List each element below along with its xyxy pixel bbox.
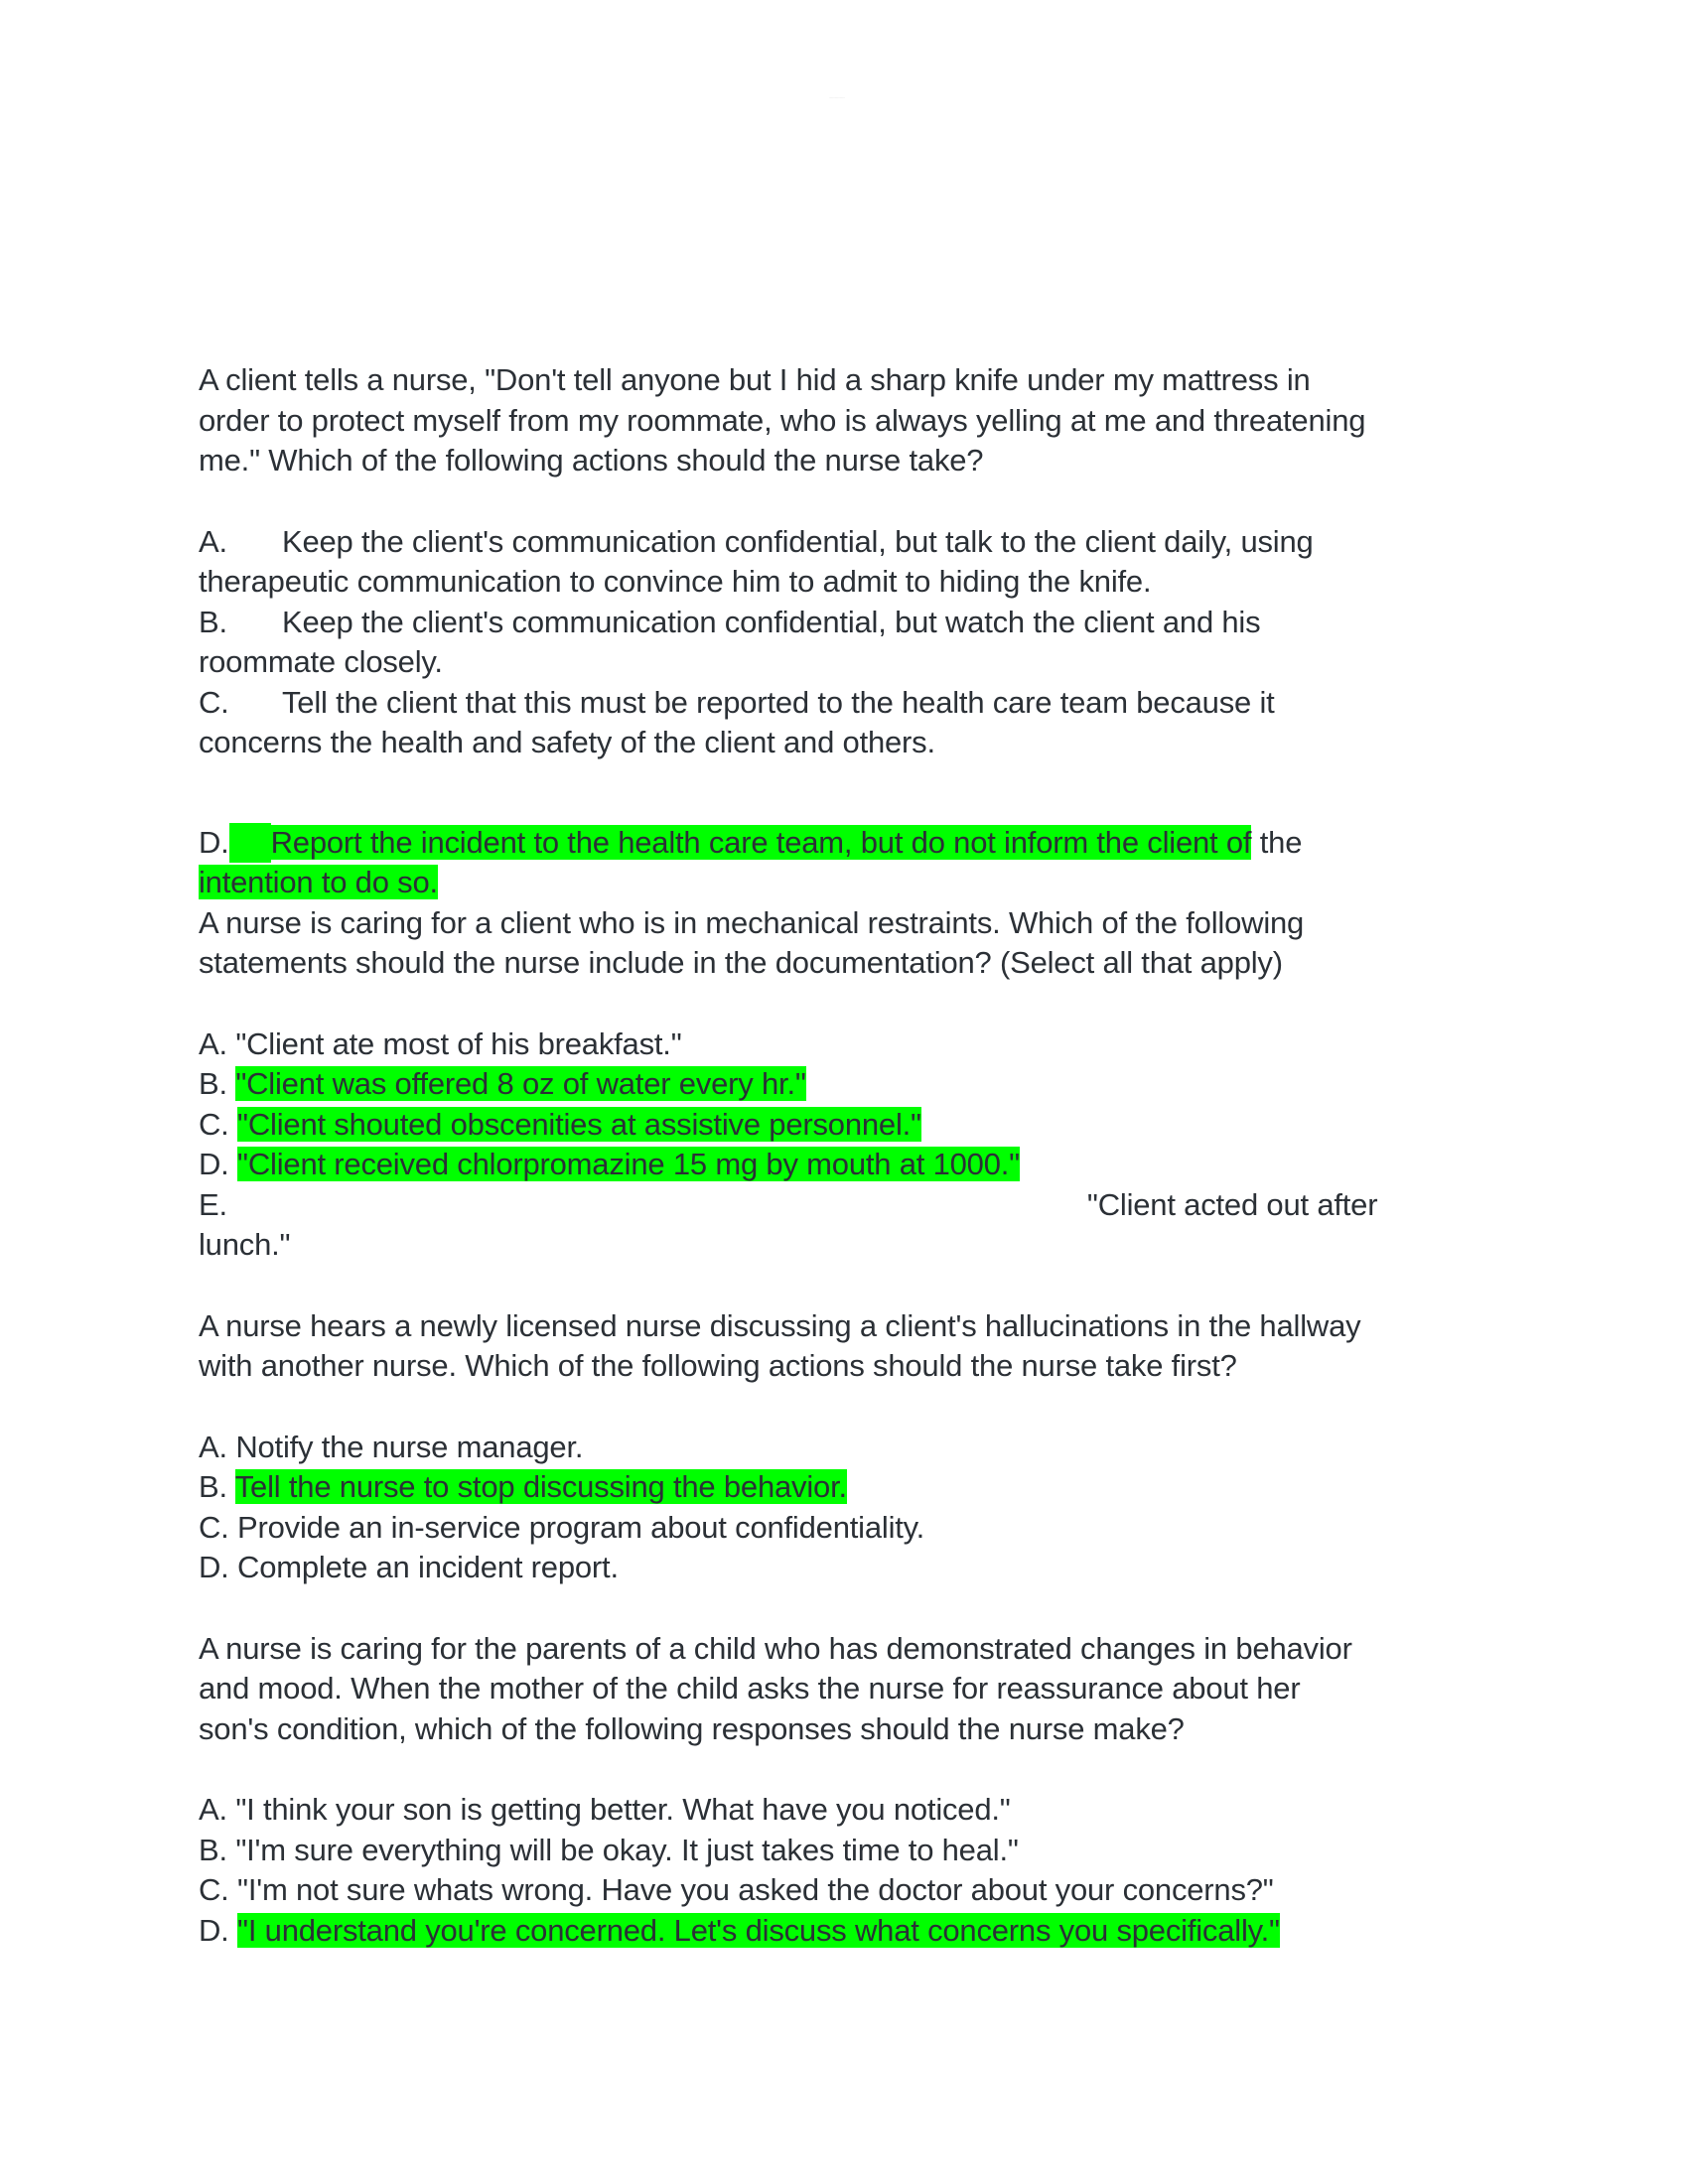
option-text: Keep the client's communication confidential, but watch the client and his (282, 604, 1261, 639)
option-text: "Client ate most of his breakfast." (235, 1025, 682, 1061)
question-stem-line: and mood. When the mother of the child asks the nurse for reassurance about her (199, 1671, 1301, 1706)
question-stem-line: A nurse is caring for the parents of a child who has demonstrated changes in behavior (199, 1630, 1352, 1666)
option-text: "I think your son is getting better. What have you noticed." (235, 1792, 1011, 1827)
option-text: Notify the nurse manager. (235, 1429, 584, 1464)
option-e (199, 1185, 1489, 1266)
option-a (199, 1790, 1489, 1831)
document-body (199, 360, 1489, 1951)
option-letter: D. (199, 824, 229, 860)
option-text: lunch." (199, 1227, 291, 1262)
option-text: "I'm sure everything will be okay. It just takes time to heal." (235, 1832, 1019, 1867)
option-letter: B. (199, 1832, 227, 1867)
option-a (199, 522, 1489, 603)
option-a (199, 1024, 1489, 1065)
question-stem-line: A nurse hears a newly licensed nurse discussing a client's hallucinations in the hallway (199, 1307, 1361, 1343)
highlighted-answer-text: "I understand you're concerned. Let's discuss what concerns you specifically." (237, 1912, 1280, 1948)
option-text: concerns the health and safety of the client and others. (199, 725, 935, 759)
question-stem-line: A client tells a nurse, "Don't tell anyone but I hid a sharp knife under my mattress in (199, 362, 1311, 397)
option-text: "I'm not sure whats wrong. Have you asked the doctor about your concerns?" (237, 1872, 1274, 1907)
question-3 (199, 1306, 1489, 1629)
option-letter: D. (199, 1147, 229, 1181)
option-letter: B. (199, 1469, 227, 1504)
option-letter: A. (199, 1792, 227, 1827)
option-d-answer (199, 1911, 1489, 1952)
option-letter: A. (199, 1429, 227, 1464)
option-a (199, 1428, 1489, 1468)
option-letter: A. (199, 1025, 227, 1061)
highlighted-answer-text: "Client was offered 8 oz of water every hr." (235, 1066, 806, 1101)
option-c (199, 1508, 1489, 1549)
option-c (199, 1870, 1489, 1911)
option-letter: D. (199, 1550, 229, 1584)
highlighted-answer-text: "Client shouted obscenities at assistive personnel." (237, 1106, 921, 1142)
question-stem-line: me." Which of the following actions should the nurse take? (199, 443, 984, 478)
option-letter: D. (199, 1912, 229, 1948)
option-d (199, 1548, 1489, 1588)
option-text: Tell the client that this must be reported to the health care team because it (282, 684, 1275, 720)
option-letter: C. (199, 1509, 229, 1545)
option-c (199, 683, 1489, 763)
question-stem-line: statements should the nurse include in the documentation? (Select all that apply) (199, 945, 1283, 980)
question-2 (199, 903, 1489, 1306)
option-text: roommate closely. (199, 644, 443, 679)
option-letter: B. (199, 604, 227, 639)
option-text: the (1259, 824, 1303, 860)
question-4 (199, 1629, 1489, 1952)
option-c-answer (199, 1105, 1489, 1146)
question-stem-line: with another nurse. Which of the following actions should the nurse take first? (199, 1348, 1237, 1383)
question-stem-line: A nurse is caring for a client who is in mechanical restraints. Which of the following (199, 904, 1305, 940)
option-text: Keep the client's communication confidential, but talk to the client daily, using (282, 523, 1314, 559)
option-text: "Client acted out after (1086, 1186, 1378, 1222)
page-header-mark: ................... (829, 96, 845, 99)
option-letter: B. (199, 1066, 227, 1101)
option-text: Provide an in-service program about confidentiality. (237, 1509, 925, 1545)
option-b-answer (199, 1467, 1489, 1508)
option-d-answer (199, 823, 1489, 903)
option-letter: C. (199, 684, 229, 720)
option-letter: C. (199, 1106, 229, 1142)
question-1 (199, 360, 1489, 903)
question-stem-line: order to protect myself from my roommate, who is always yelling at me and threatening (199, 402, 1366, 438)
option-text: therapeutic communication to convince him to admit to hiding the knife. (199, 564, 1152, 599)
highlighted-answer-text: intention to do so. (199, 865, 438, 899)
option-letter: C. (199, 1872, 229, 1907)
option-d-answer (199, 1145, 1489, 1185)
highlighted-answer-text: Report the incident to the health care team, but do not inform the client of (270, 824, 1252, 860)
option-b (199, 603, 1489, 683)
option-text: Complete an incident report. (237, 1550, 619, 1584)
option-letter: E. (199, 1186, 227, 1222)
option-b (199, 1831, 1489, 1871)
option-letter: A. (199, 523, 227, 559)
highlighted-answer-text: "Client received chlorpromazine 15 mg by mouth at 1000." (237, 1147, 1020, 1181)
question-stem-line: son's condition, which of the following responses should the nurse make? (199, 1710, 1185, 1746)
option-b-answer (199, 1064, 1489, 1105)
highlighted-answer-text: Tell the nurse to stop discussing the behavior. (234, 1469, 847, 1504)
